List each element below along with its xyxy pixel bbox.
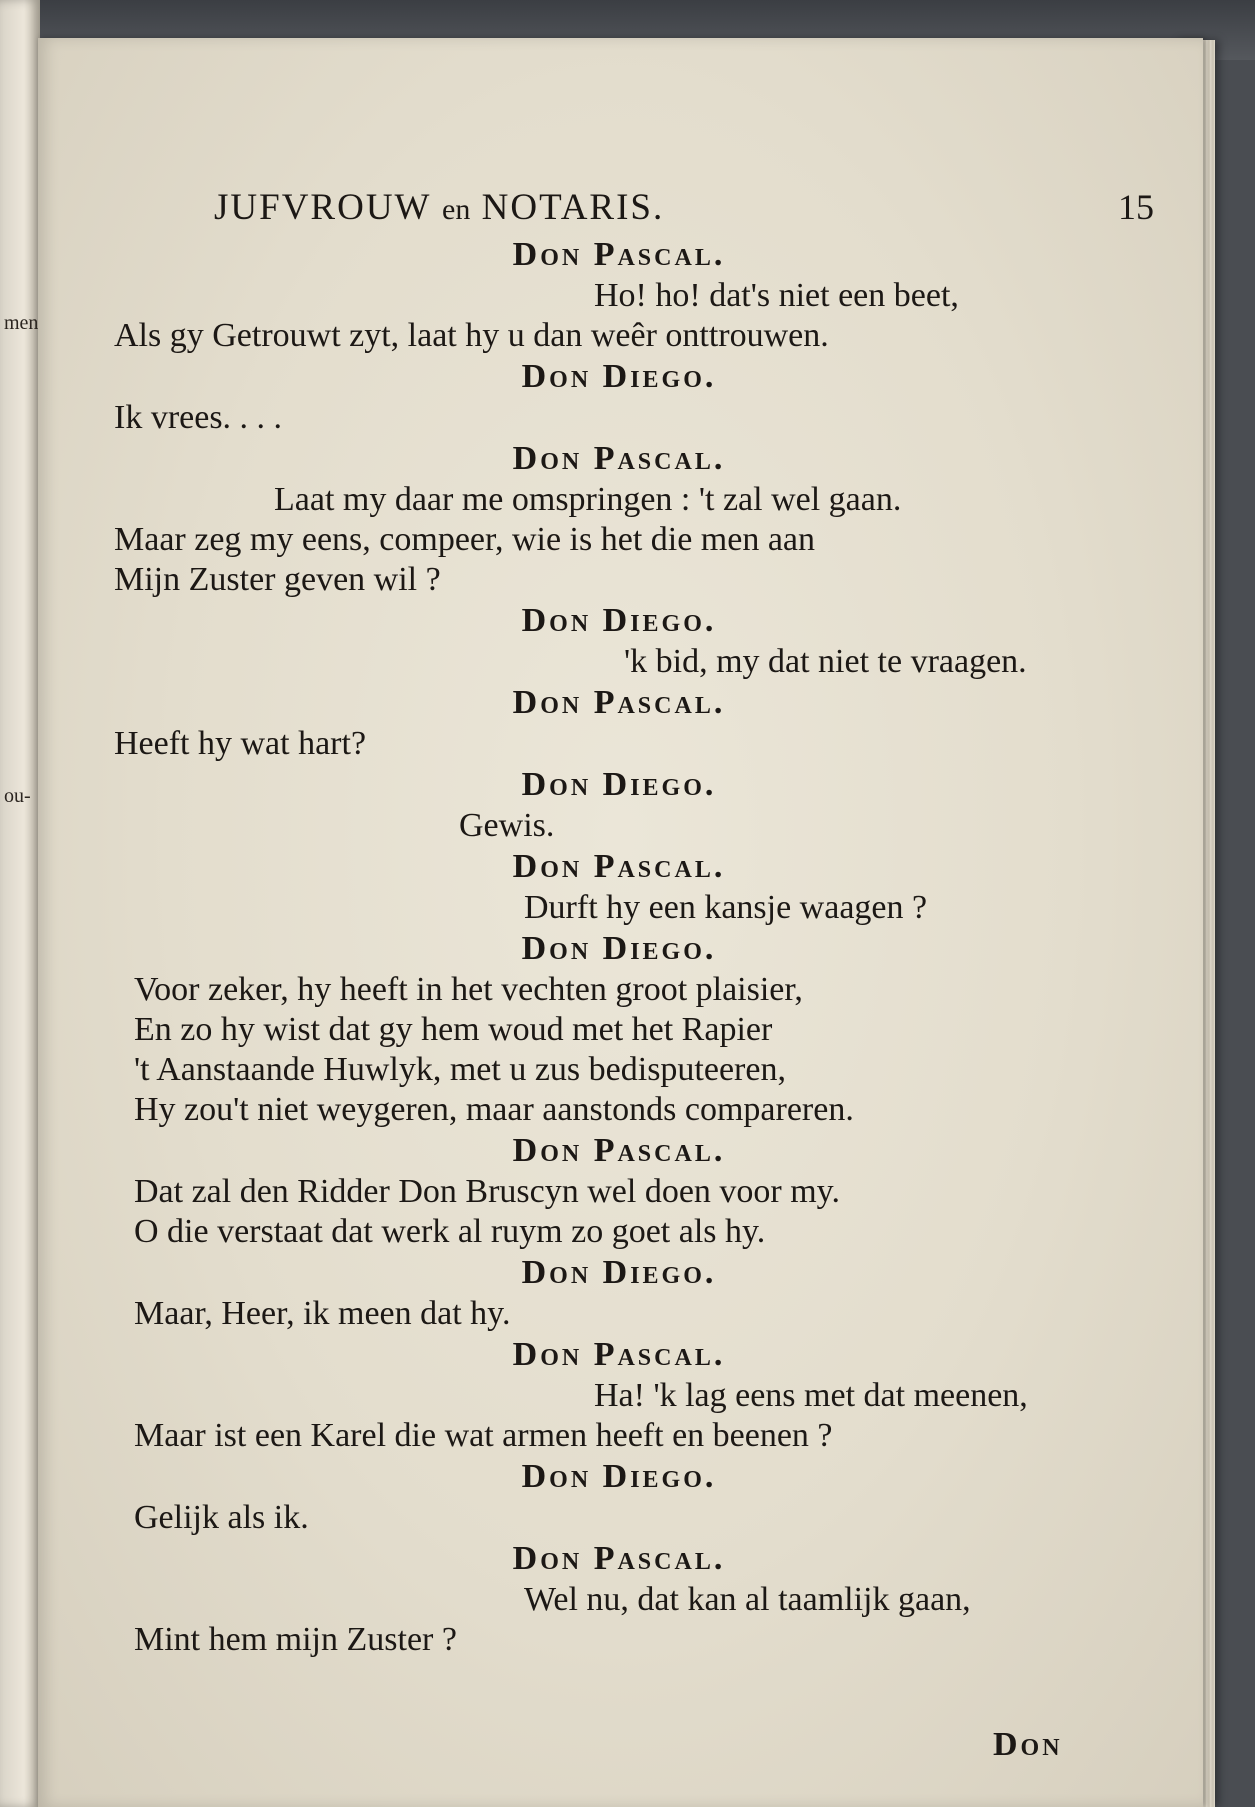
speaker-heading: Don Pascal. <box>512 848 726 885</box>
speaker-heading: Don Pascal. <box>512 1336 726 1373</box>
running-title <box>214 186 664 229</box>
speaker-heading: Don Pascal. <box>512 1540 726 1577</box>
facing-page-fragment: men <box>4 312 39 334</box>
speaker-heading: Don Diego. <box>521 358 717 395</box>
verse-line: Gewis. <box>459 807 555 844</box>
verse-line: Ik vrees. . . . <box>114 399 283 436</box>
speaker-heading: Don Pascal. <box>512 236 726 273</box>
speaker-heading: Don Diego. <box>521 1254 717 1291</box>
facing-page-fragment: ou- <box>4 785 31 807</box>
verse-line: Ho! ho! dat's niet een beet, <box>594 277 959 314</box>
facing-page-edge <box>0 0 40 1807</box>
running-title-word: JUFVROUW <box>214 187 431 228</box>
book-page <box>38 38 1203 1807</box>
verse-line: Laat my daar me omspringen : 't zal wel gaan. <box>274 481 902 518</box>
verse-line: Hy zou't niet weygeren, maar aanstonds compareren. <box>134 1091 854 1128</box>
verse-line: Wel nu, dat kan al taamlijk gaan, <box>524 1581 971 1618</box>
verse-line: Dat zal den Ridder Don Bruscyn wel doen voor my. <box>134 1173 840 1210</box>
verse-line: O die verstaat dat werk al ruym zo goet als hy. <box>134 1213 766 1250</box>
page-text <box>114 178 1154 1660</box>
speaker-heading: Don Diego. <box>521 602 717 639</box>
verse-line: Mijn Zuster geven wil ? <box>114 561 441 598</box>
speaker-heading: Don Pascal. <box>512 1132 726 1169</box>
verse-line: Mint hem mijn Zuster ? <box>134 1621 457 1658</box>
catchword: Don <box>993 1726 1063 1763</box>
speaker-heading: Don Diego. <box>521 766 717 803</box>
verse-line: 't Aanstaande Huwlyk, met u zus bedisputeeren, <box>134 1051 786 1088</box>
verse-line: En zo hy wist dat gy hem woud met het Rapier <box>134 1011 773 1048</box>
verse-line: 'k bid, my dat niet te vraagen. <box>624 643 1027 680</box>
verse-line: Durft hy een kansje waagen ? <box>524 889 928 926</box>
running-title-word: NOTARIS. <box>481 187 665 228</box>
verse-line: Voor zeker, hy heeft in het vechten groot plaisier, <box>134 971 803 1008</box>
verse-line: Gelijk als ik. <box>134 1499 309 1536</box>
verse-line: Als gy Getrouwt zyt, laat hy u dan weêr onttrouwen. <box>114 317 829 354</box>
speaker-heading: Don Pascal. <box>512 440 726 477</box>
verse-line: Maar zeg my eens, compeer, wie is het die men aan <box>114 521 816 558</box>
page-number: 15 <box>1118 187 1154 227</box>
verse-line: Ha! 'k lag eens met dat meenen, <box>594 1377 1028 1414</box>
speaker-heading: Don Pascal. <box>512 684 726 721</box>
running-head <box>114 178 1154 234</box>
verse-line: Maar, Heer, ik meen dat hy. <box>134 1295 511 1332</box>
verse-line: Heeft hy wat hart? <box>114 725 367 762</box>
speaker-heading: Don Diego. <box>521 930 717 967</box>
verse-line: Maar ist een Karel die wat armen heeft en beenen ? <box>134 1417 833 1454</box>
running-title-conjunction: en <box>442 193 471 226</box>
speaker-heading: Don Diego. <box>521 1458 717 1495</box>
